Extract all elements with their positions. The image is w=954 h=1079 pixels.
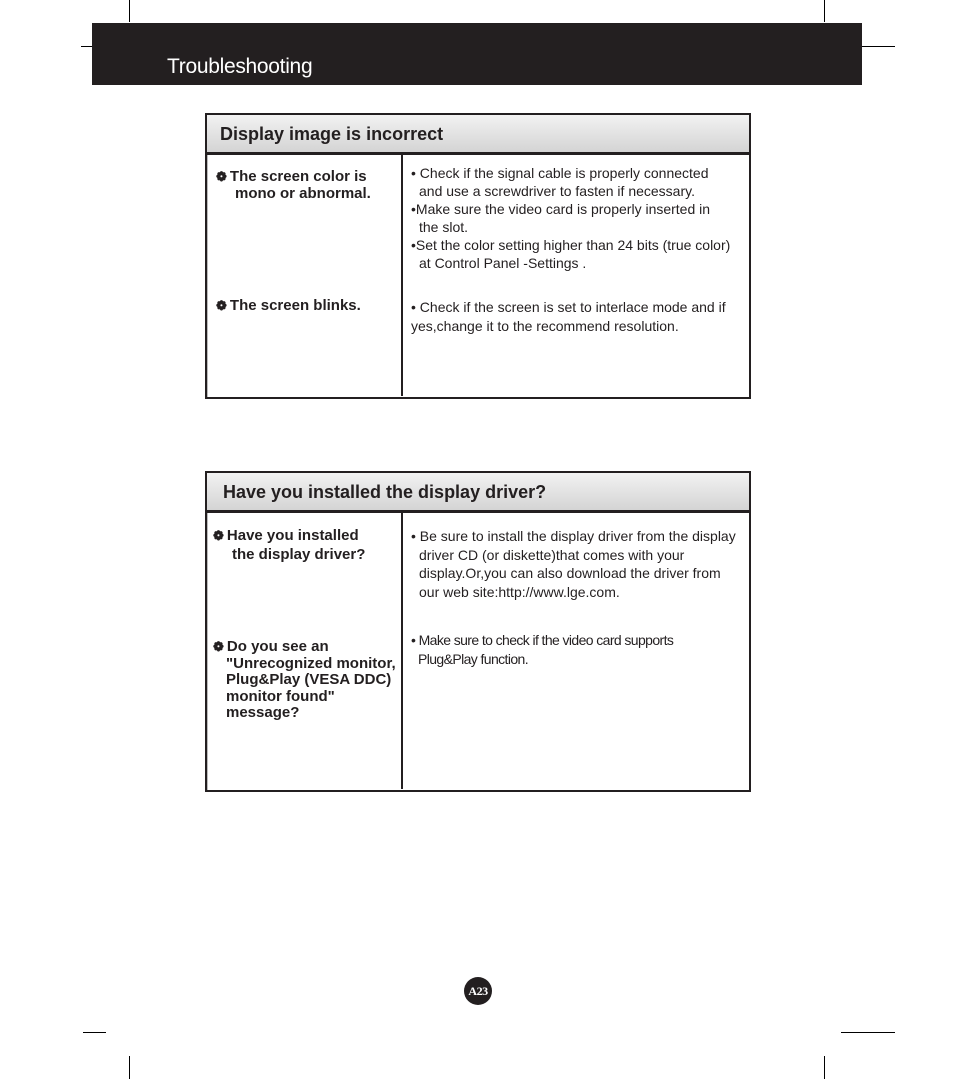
answer-text: our web site:http://www.lge.com. bbox=[419, 583, 620, 600]
gear-bullet-icon: ❁ bbox=[213, 528, 224, 543]
answer-text: at Control Panel -Settings . bbox=[419, 255, 587, 271]
answer-text: the slot. bbox=[419, 219, 469, 235]
answer-item bbox=[411, 298, 726, 335]
question-text: Plug&Play (VESA DDC) bbox=[226, 671, 392, 688]
header-bar bbox=[92, 23, 862, 85]
question-text: The screen blinks. bbox=[229, 297, 361, 314]
answer-text: Plug&Play function. bbox=[418, 651, 529, 667]
answer-item bbox=[411, 164, 730, 272]
answer-item bbox=[411, 631, 673, 669]
crop-mark bbox=[824, 1056, 825, 1079]
answer-text: •Set the color setting higher than 24 bits (true color) bbox=[411, 237, 731, 253]
crop-mark bbox=[129, 0, 130, 22]
question-item bbox=[216, 168, 371, 202]
question-text: message? bbox=[226, 704, 300, 721]
column-divider bbox=[401, 513, 403, 789]
question-text: Do you see an bbox=[226, 638, 329, 655]
question-text: monitor found" bbox=[226, 687, 335, 705]
table-body bbox=[207, 513, 749, 789]
gear-bullet-icon: ❁ bbox=[216, 298, 227, 313]
question-item bbox=[216, 297, 361, 314]
answer-text: • Be sure to install the display driver from the display bbox=[411, 528, 736, 544]
crop-mark bbox=[824, 0, 825, 22]
answer-text: • Check if the signal cable is properly connected bbox=[411, 165, 709, 181]
crop-mark bbox=[83, 1032, 106, 1033]
question-text: mono or abnormal. bbox=[235, 185, 371, 202]
table-heading bbox=[207, 473, 749, 513]
page-title: Troubleshooting bbox=[167, 55, 313, 78]
gear-bullet-icon: ❁ bbox=[216, 169, 227, 184]
answer-text: driver CD (or diskette)that comes with your bbox=[419, 546, 685, 563]
column-divider bbox=[401, 155, 403, 396]
crop-mark bbox=[129, 1056, 130, 1079]
table-heading bbox=[207, 115, 749, 155]
page-number-badge: A23 bbox=[464, 977, 492, 1005]
question-text: the display driver? bbox=[232, 546, 366, 563]
crop-mark bbox=[862, 46, 895, 47]
question-text: "Unrecognized monitor, bbox=[226, 654, 396, 672]
question-item bbox=[213, 639, 396, 722]
answer-text: • Check if the screen is set to interlace mode and if bbox=[411, 299, 726, 315]
answer-item bbox=[411, 527, 736, 601]
question-item bbox=[213, 526, 365, 564]
table-heading-text: Have you installed the display driver? bbox=[223, 482, 547, 502]
question-text: Have you installed bbox=[226, 527, 359, 544]
question-text: The screen color is bbox=[229, 168, 367, 185]
answer-text: yes,change it to the recommend resolution. bbox=[411, 318, 679, 334]
answer-text: • Make sure to check if the video card supports bbox=[411, 632, 674, 648]
crop-mark bbox=[841, 1032, 895, 1033]
answer-text: and use a screwdriver to fasten if necessary. bbox=[419, 183, 695, 199]
troubleshoot-table-display-image bbox=[205, 113, 751, 399]
table-heading-text: Display image is incorrect bbox=[220, 124, 444, 144]
answer-text: •Make sure the video card is properly inserted in bbox=[411, 201, 711, 217]
answer-text: display.Or,you can also download the driver from bbox=[419, 565, 721, 581]
gear-bullet-icon: ❁ bbox=[213, 639, 224, 654]
troubleshoot-table-display-driver bbox=[205, 471, 751, 792]
table-body bbox=[207, 155, 749, 396]
